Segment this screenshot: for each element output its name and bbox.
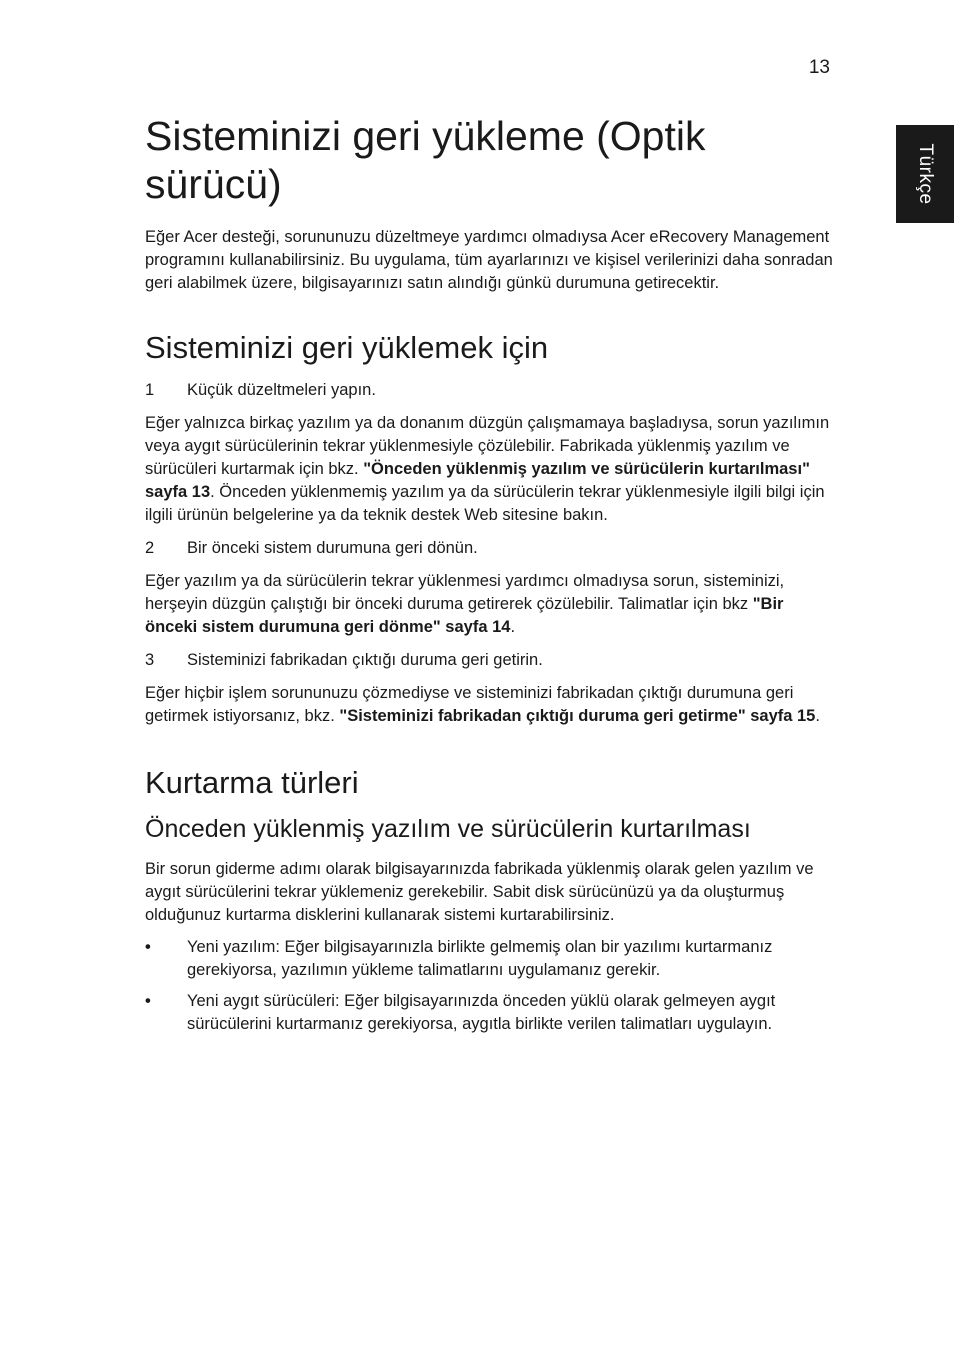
step-text: Eğer yalnızca birkaç yazılım ya da donanım düzgün çalışmamaya başladıysa, sorun yazılımın veya aygıt sürücülerinin tekrar yüklenmesiyle çözülebilir. Fabrikada yüklenmiş yazılım ve sürücüleri kurtarmak için bkz. <box>145 414 830 478</box>
step-text-end: . <box>510 618 516 636</box>
step-item <box>145 379 835 402</box>
list-item-text: Yeni yazılım: Eğer bilgisayarınızla birlikte gelmemiş olan bir yazılımı kurtarmanız gerekiyorsa, yazılımın yükleme talimatlarını uygulamanız gerekir. <box>187 938 773 979</box>
step-paragraph <box>145 570 835 639</box>
list-item-text: Yeni aygıt sürücüleri: Eğer bilgisayarınızda önceden yüklü olarak gelmeyen aygıt sürücülerini kurtarmanız gerekiyorsa, aygıtla birlikte verilen talimatları uygulayın. <box>187 992 776 1033</box>
cross-reference-link[interactable]: "Bir önceki sistem durumuna geri dönme" sayfa 14 <box>145 595 784 636</box>
list-item <box>145 936 835 982</box>
section-paragraph: Bir sorun giderme adımı olarak bilgisayarınızda fabrikada yüklenmiş olarak gelen yazılım ve aygıt sürücülerini tekrar yüklemeniz gerekebilir. Sabit disk sürücünüzü ya da oluşturmuş olduğunuz kurtarma disklerini kullanarak sistemi kurtarabilirsiniz. <box>145 860 814 924</box>
language-tab-label: Türkçe <box>915 143 936 205</box>
step-label: Bir önceki sistem durumuna geri dönün. <box>187 539 478 557</box>
step-text: Eğer hiçbir işlem sorununuzu çözmediyse ve sisteminizi fabrikadan çıktığı durumuna geri getirmek istiyorsanız, bkz. <box>145 684 794 725</box>
step-label: Küçük düzeltmeleri yapın. <box>187 381 376 399</box>
language-tab <box>896 125 954 223</box>
document-body <box>145 112 835 1044</box>
step-paragraph <box>145 412 835 527</box>
page-number: 13 <box>808 57 830 78</box>
bullet-icon: • <box>145 992 151 1010</box>
subsection-heading: Önceden yüklenmiş yazılım ve sürücülerin kurtarılması <box>145 815 751 843</box>
step-number: 2 <box>145 539 155 557</box>
cross-reference-link[interactable]: "Önceden yüklenmiş yazılım ve sürücülerin kurtarılması" sayfa 13 <box>145 460 810 501</box>
step-text: Eğer yazılım ya da sürücülerin tekrar yüklenmesi yardımcı olmadıysa sorun, sisteminizi, herşeyin düzgün çalıştığı bir önceki duruma getirerek çözülebilir. Talimatlar için bkz <box>145 572 785 613</box>
cross-reference-link[interactable]: "Sisteminizi fabrikadan çıktığı duruma geri getirme" sayfa 15 <box>339 707 816 725</box>
section-heading-recovery-types: Kurtarma türleri <box>145 765 359 800</box>
page-title: Sisteminizi geri yükleme (Optik sürücü) <box>145 113 706 207</box>
step-label: Sisteminizi fabrikadan çıktığı duruma geri getirin. <box>187 651 543 669</box>
intro-paragraph: Eğer Acer desteği, sorununuzu düzeltmeye yardımcı olmadıysa Acer eRecovery Management programını kullanabilirsiniz. Bu uygulama, tüm ayarlarınızı ve kişisel verilerinizi daha sonradan geri alabilmek üzere, bilgisayarınızı satın alındığı günkü durumuna getirecektir. <box>145 228 833 292</box>
step-text-end: . <box>815 707 820 725</box>
step-item <box>145 537 835 560</box>
list-item <box>145 990 835 1036</box>
step-item <box>145 649 835 672</box>
step-text-end: . Önceden yüklenmemiş yazılım ya da sürücülerin tekrar yüklenmesiyle ilgili bilgi için ilgili ürünün belgelerine ya da teknik destek Web sitesine bakın. <box>145 483 825 524</box>
section-heading-restore: Sisteminizi geri yüklemek için <box>145 330 549 365</box>
step-number: 1 <box>145 381 155 399</box>
bullet-icon: • <box>145 938 151 956</box>
step-paragraph <box>145 682 835 728</box>
step-number: 3 <box>145 651 155 669</box>
